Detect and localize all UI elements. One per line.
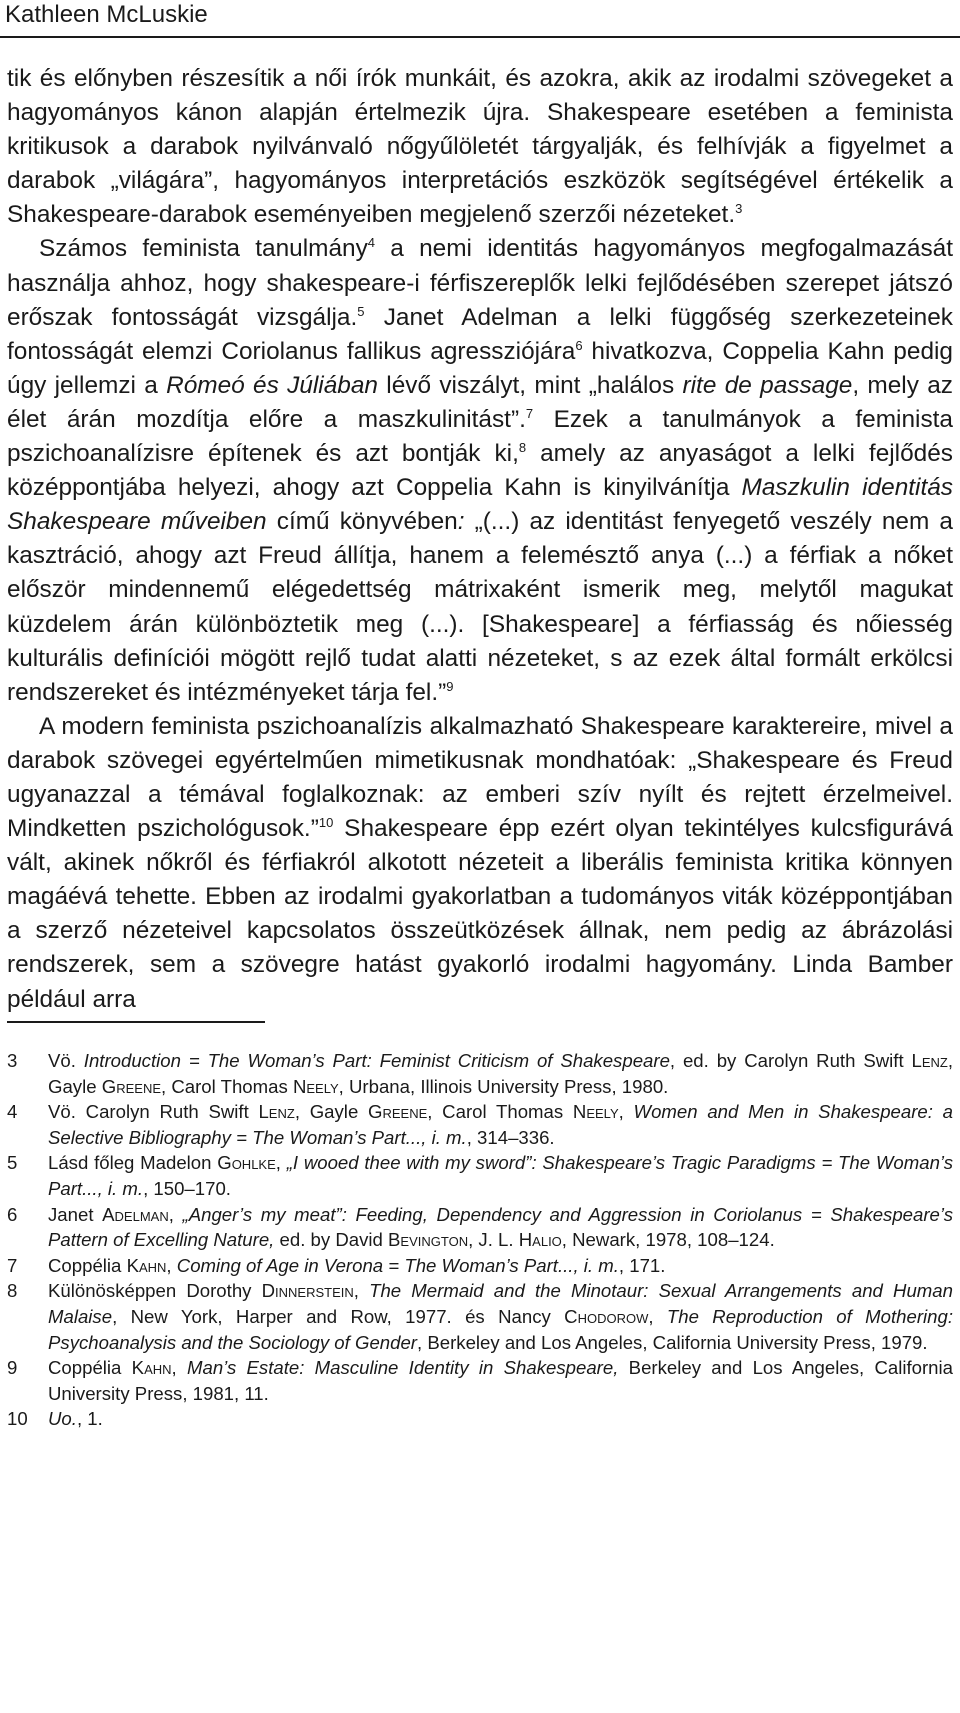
paragraph-text: lévő viszályt, mint „halálos <box>377 371 683 399</box>
footnote-italic-text: Introduction = The Woman’s Part: Feminist Criticism of Shakespeare <box>83 1050 670 1071</box>
footnote-text: Coppélia <box>48 1254 127 1276</box>
footnote-italic-text: The Mermaid and the Minotaur: Sexual Arrangements and Human Malaise <box>48 1280 953 1327</box>
footnote-text: , <box>353 1280 370 1302</box>
footnote-italic-text: Man’s Estate: Masculine Identity in Shakespeare, <box>186 1357 619 1379</box>
footnote-text: , J. L. <box>468 1229 519 1251</box>
footnote-item <box>7 1150 953 1201</box>
footnote-reference: 5 <box>357 303 365 319</box>
body-text <box>7 62 953 1017</box>
author-surname: Lenz <box>258 1101 295 1123</box>
footnote-item <box>7 1355 953 1406</box>
footnote-number: 5 <box>7 1152 18 1174</box>
paragraph-text: Ezek a tanulmányok a feminista pszichoanalízisre építenek és azt bontják ki, <box>7 405 953 468</box>
footnote-text <box>48 1204 953 1251</box>
footnote-number: 9 <box>7 1357 18 1379</box>
footnote-text: Janet <box>48 1203 103 1225</box>
footnote-number: 8 <box>7 1280 18 1302</box>
footnote-text: Vö. <box>48 1050 84 1071</box>
footnote-number: 6 <box>7 1203 18 1225</box>
footnote-item <box>7 1048 953 1099</box>
running-head-author: Kathleen McLuskie <box>5 1 208 28</box>
author-surname: Neely <box>292 1075 339 1097</box>
footnote-number: 7 <box>7 1254 18 1276</box>
footnote-reference: 9 <box>446 678 454 694</box>
paragraph-italic-text: Maszkulin identitás Shakespeare műveiben <box>7 474 953 536</box>
footnote-text: , New York, Harper and Row, 1977. és Nancy <box>112 1305 565 1327</box>
paragraph-italic-text: rite de passage <box>682 371 853 399</box>
footnote-text <box>48 1357 953 1404</box>
footnote-text <box>48 1408 103 1429</box>
author-surname: Dinnerstein <box>261 1280 354 1302</box>
paragraph-italic-text: Rómeó és Júliában <box>166 371 378 399</box>
footnote-number: 10 <box>7 1408 28 1430</box>
footnote-text: , <box>648 1305 667 1327</box>
author-surname: Greene <box>101 1075 162 1097</box>
paragraph-text: A modern feminista pszichoanalízis alkalmazható Shakespeare karaktereire, mivel a darabok szövegei egyértelműen mimetikusnak mondhatóak: „Shakespeare és Freud ugyanazzal a témával foglalkoznak: az emberi szív nyílt és rejtett érzelmeivel. Mindketten pszichológusok.” <box>7 712 953 843</box>
footnote-text <box>48 1280 953 1352</box>
body-paragraph <box>7 232 953 709</box>
footnote-text: , 150–170. <box>143 1177 231 1199</box>
footnote-text: , 171. <box>618 1254 666 1276</box>
footnote-item <box>7 1253 953 1279</box>
paragraph-text: Shakespeare épp ezért olyan tekintélyes kulcsfigurává vált, akinek nőkről és férfiakról alkotott nézeteit a liberális feminista kritika könnyen magáévá tehette. Ebben az irodalmi gyakorlatban a tudományos viták középpontjában a szerző nézeteivel kapcsolatos összeütközések állnak, nem pedig az ábrázolási rendszerek, sem a szövegre hatást gyakorló irodalmi hagyomány. Linda Bamber például arra <box>7 815 953 1013</box>
footnote-text: , Berkeley and Los Angeles, California University Press, 1979. <box>417 1331 928 1353</box>
footnote-item <box>7 1202 953 1253</box>
footnote-text: , Carol Thomas <box>161 1075 293 1097</box>
author-surname: Greene <box>368 1101 428 1123</box>
footnote-text <box>48 1050 953 1097</box>
footnote-text <box>48 1255 665 1276</box>
footnote-italic-text: Women and Men in Shakespeare: a Selective Bibliography = The Woman’s Part..., i. m. <box>48 1101 953 1148</box>
paragraph-text: , mely az élet árán mozdítja előre a maszkulinitást”. <box>7 371 953 433</box>
footnote-text: Coppélia <box>48 1357 132 1379</box>
footnote-reference: 6 <box>575 337 583 353</box>
footnote-text: , Urbana, Illinois University Press, 1980. <box>338 1075 669 1097</box>
author-surname: Bevington <box>388 1229 469 1251</box>
footnote-number: 3 <box>7 1050 18 1071</box>
footnote-italic-text: „Anger’s my meat”: Feeding, Dependency and Aggression in Coriolanus = Shakespeare’s Pattern of Excelling Nature, <box>48 1203 953 1251</box>
author-surname: Halio <box>518 1229 562 1251</box>
footnote-text: , 1. <box>76 1408 103 1430</box>
paragraph-text: című könyvében <box>266 508 458 536</box>
footnote-item <box>7 1406 953 1432</box>
footnote-text: Különösképpen Dorothy <box>48 1280 262 1302</box>
footnote-text: Vö. Carolyn Ruth Swift <box>48 1101 259 1123</box>
author-surname: Kahn <box>126 1254 167 1276</box>
footnote-text: Berkeley and Los Angeles, California University Press, 1981, 11. <box>48 1357 953 1404</box>
paragraph-text: hivatkozva, Coppelia Kahn pedig úgy jellemzi a <box>7 337 953 399</box>
footnote-reference: 3 <box>735 201 743 217</box>
paragraph-text: amely az anyaságot a lelki fejlődés középpontjába helyezi, ahogy azt Coppelia Kahn is kinyilvánítja <box>7 440 953 502</box>
footnote-text: , ed. by Carolyn Ruth Swift <box>669 1050 912 1071</box>
paragraph-text: „(...) az identitást fenyegető veszély nem a kasztráció, ahogy azt Freud állítja, hanem a felemésztő anya (...) a férfiak a nőket először mindennemű elégedettség mátrixaként ismerik meg, melytől magukat küzdelem árán különböztetik meg (...). [Shakespeare] a férfiasság és nőiesség kulturális definíciói mögött rejlő tudat alatti nézeteket, s az ezek által formált erkölcsi rendszereket és intézményeket tárja fel.” <box>7 508 953 706</box>
footnote-text: , <box>171 1357 187 1379</box>
footnote-text: , 314–336. <box>466 1126 555 1148</box>
footnote-text <box>48 1152 953 1199</box>
footnote-italic-text: Uo. <box>48 1408 77 1430</box>
paragraph-text: Számos feminista tanulmány <box>39 235 368 263</box>
author-surname: Chodorow <box>564 1305 649 1327</box>
footnote-text: , Newark, 1978, 108–124. <box>561 1229 775 1251</box>
paragraph-text: a nemi identitás hagyományos megfogalmazását használja ahhoz, hogy shakespeare-i férfiszereplők lelki fejlődésében szerepet játszó erőszak fontosságát vizsgálja. <box>7 235 953 331</box>
footnote-number: 4 <box>7 1101 18 1123</box>
footnote-text: ed. by David <box>274 1229 389 1251</box>
footnote-item <box>7 1278 953 1355</box>
footnote-reference: 4 <box>367 235 376 251</box>
footnote-item <box>7 1099 953 1150</box>
footnote-separator <box>7 1021 265 1023</box>
paragraph-italic-text: : <box>457 508 465 536</box>
author-surname: Lenz <box>911 1050 948 1071</box>
footnote-text: , <box>275 1152 287 1174</box>
footnote-text: , <box>168 1203 183 1225</box>
footnote-text: , Carol Thomas <box>427 1101 573 1123</box>
footnote-reference: 10 <box>318 815 334 831</box>
footnote-text: , Gayle <box>294 1101 369 1123</box>
footnote-reference: 8 <box>518 440 527 456</box>
author-surname: Neely <box>572 1101 619 1123</box>
paragraph-text: tik és előnyben részesítik a női írók munkáit, és azokra, akik az irodalmi szövegeket a hagyományos kánon alapján értelmezik újra. Shakespeare esetében a feminista kritikusok a darabok nyilvánvaló nőgyűlöletét tárgyalják, és felhívják a figyelmet a darabok „világára”, hagyományos interpretációs eszközök segítségével értékelik a Shakespeare-darabok eseményeiben megjelenő szerzői nézeteket. <box>7 65 953 229</box>
body-paragraph <box>7 710 953 1017</box>
footnotes <box>7 1048 953 1432</box>
paragraph-text: Janet Adelman a lelki függőség szerkezeteinek fontosságát elemzi Coriolanus fallikus agressziójára <box>7 303 953 365</box>
header-rule <box>0 36 960 38</box>
footnote-italic-text: Coming of Age in Verona = The Woman’s Part..., i. m. <box>176 1254 619 1276</box>
footnote-text: Lásd főleg Madelon <box>48 1152 218 1174</box>
footnote-text: , <box>166 1254 177 1276</box>
author-surname: Gohlke <box>217 1152 276 1174</box>
author-surname: Kahn <box>131 1357 172 1379</box>
footnote-text: , <box>618 1101 634 1123</box>
author-surname: Adelman <box>102 1203 169 1225</box>
footnote-text: , Gayle <box>48 1050 954 1097</box>
footnote-italic-text: The Reproduction of Mothering: Psychoanalysis and the Sociology of Gender <box>48 1305 953 1353</box>
footnote-italic-text: „I wooed thee with my sword”: Shakespeare’s Tragic Paradigms = The Woman’s Part..., i. m. <box>48 1152 953 1199</box>
footnote-text <box>48 1101 953 1148</box>
footnote-reference: 7 <box>525 405 534 421</box>
body-paragraph <box>7 62 953 232</box>
